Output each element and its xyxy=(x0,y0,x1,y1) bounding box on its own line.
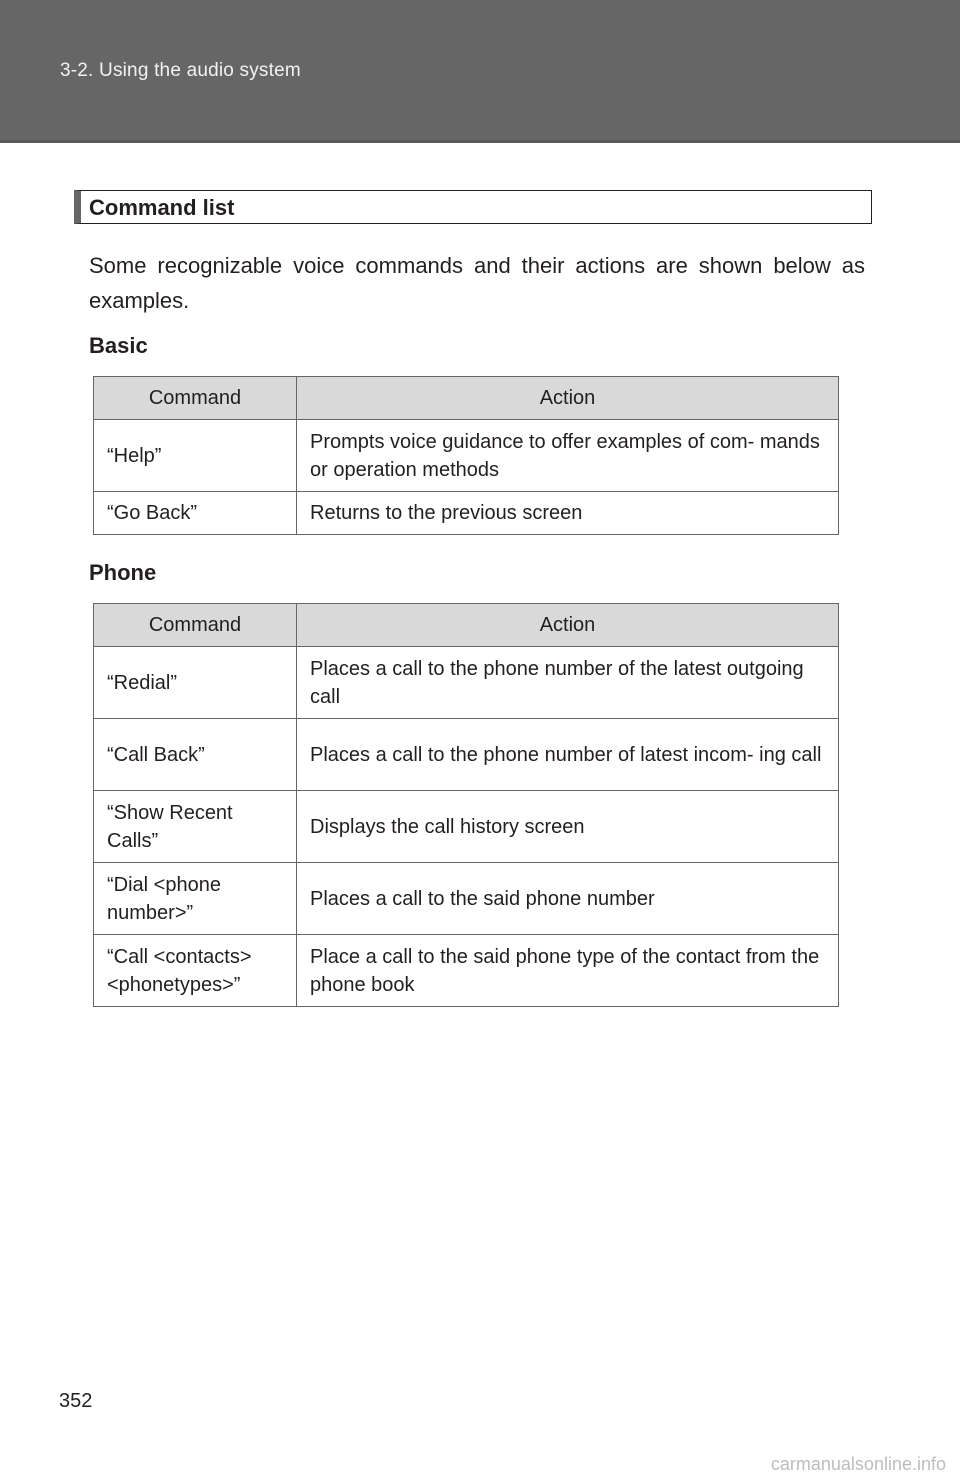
column-header-action: Action xyxy=(297,377,839,420)
action-cell: Displays the call history screen xyxy=(297,791,839,863)
column-header-command: Command xyxy=(94,377,297,420)
section-title: Command list xyxy=(89,195,235,220)
phone-heading: Phone xyxy=(89,560,157,585)
table-row xyxy=(94,863,839,935)
column-header-command: Command xyxy=(94,604,297,647)
page-number: 352 xyxy=(59,1390,93,1412)
column-header-action: Action xyxy=(297,604,839,647)
action-cell: Places a call to the phone number of latest incom- ing call xyxy=(297,719,839,791)
command-cell: “Show Recent Calls” xyxy=(94,791,297,863)
table-row xyxy=(94,719,839,791)
action-cell: Returns to the previous screen xyxy=(297,492,839,535)
basic-command-table xyxy=(93,376,839,535)
command-cell: “Redial” xyxy=(94,647,297,719)
basic-heading: Basic xyxy=(89,333,148,358)
table-row xyxy=(94,791,839,863)
table-row xyxy=(94,420,839,492)
command-cell: “Call Back” xyxy=(94,719,297,791)
section-breadcrumb: 3-2. Using the audio system xyxy=(60,60,301,81)
command-cell: “Call <contacts> <phonetypes>” xyxy=(94,935,297,1007)
page-header-bar xyxy=(0,0,960,143)
phone-command-table xyxy=(93,603,839,1007)
action-cell: Places a call to the said phone number xyxy=(297,863,839,935)
table-row xyxy=(94,935,839,1007)
table-row xyxy=(94,647,839,719)
action-cell: Places a call to the phone number of the latest outgoing call xyxy=(297,647,839,719)
section-title-box xyxy=(74,190,872,224)
command-cell: “Dial <phone number>” xyxy=(94,863,297,935)
action-cell: Place a call to the said phone type of the contact from the phone book xyxy=(297,935,839,1007)
command-cell: “Go Back” xyxy=(94,492,297,535)
intro-paragraph: Some recognizable voice commands and their actions are shown below as examples. xyxy=(89,253,865,313)
command-cell: “Help” xyxy=(94,420,297,492)
table-row xyxy=(94,492,839,535)
watermark: carmanualsonline.info xyxy=(770,1454,946,1474)
action-cell: Prompts voice guidance to offer examples of com- mands or operation methods xyxy=(297,420,839,492)
